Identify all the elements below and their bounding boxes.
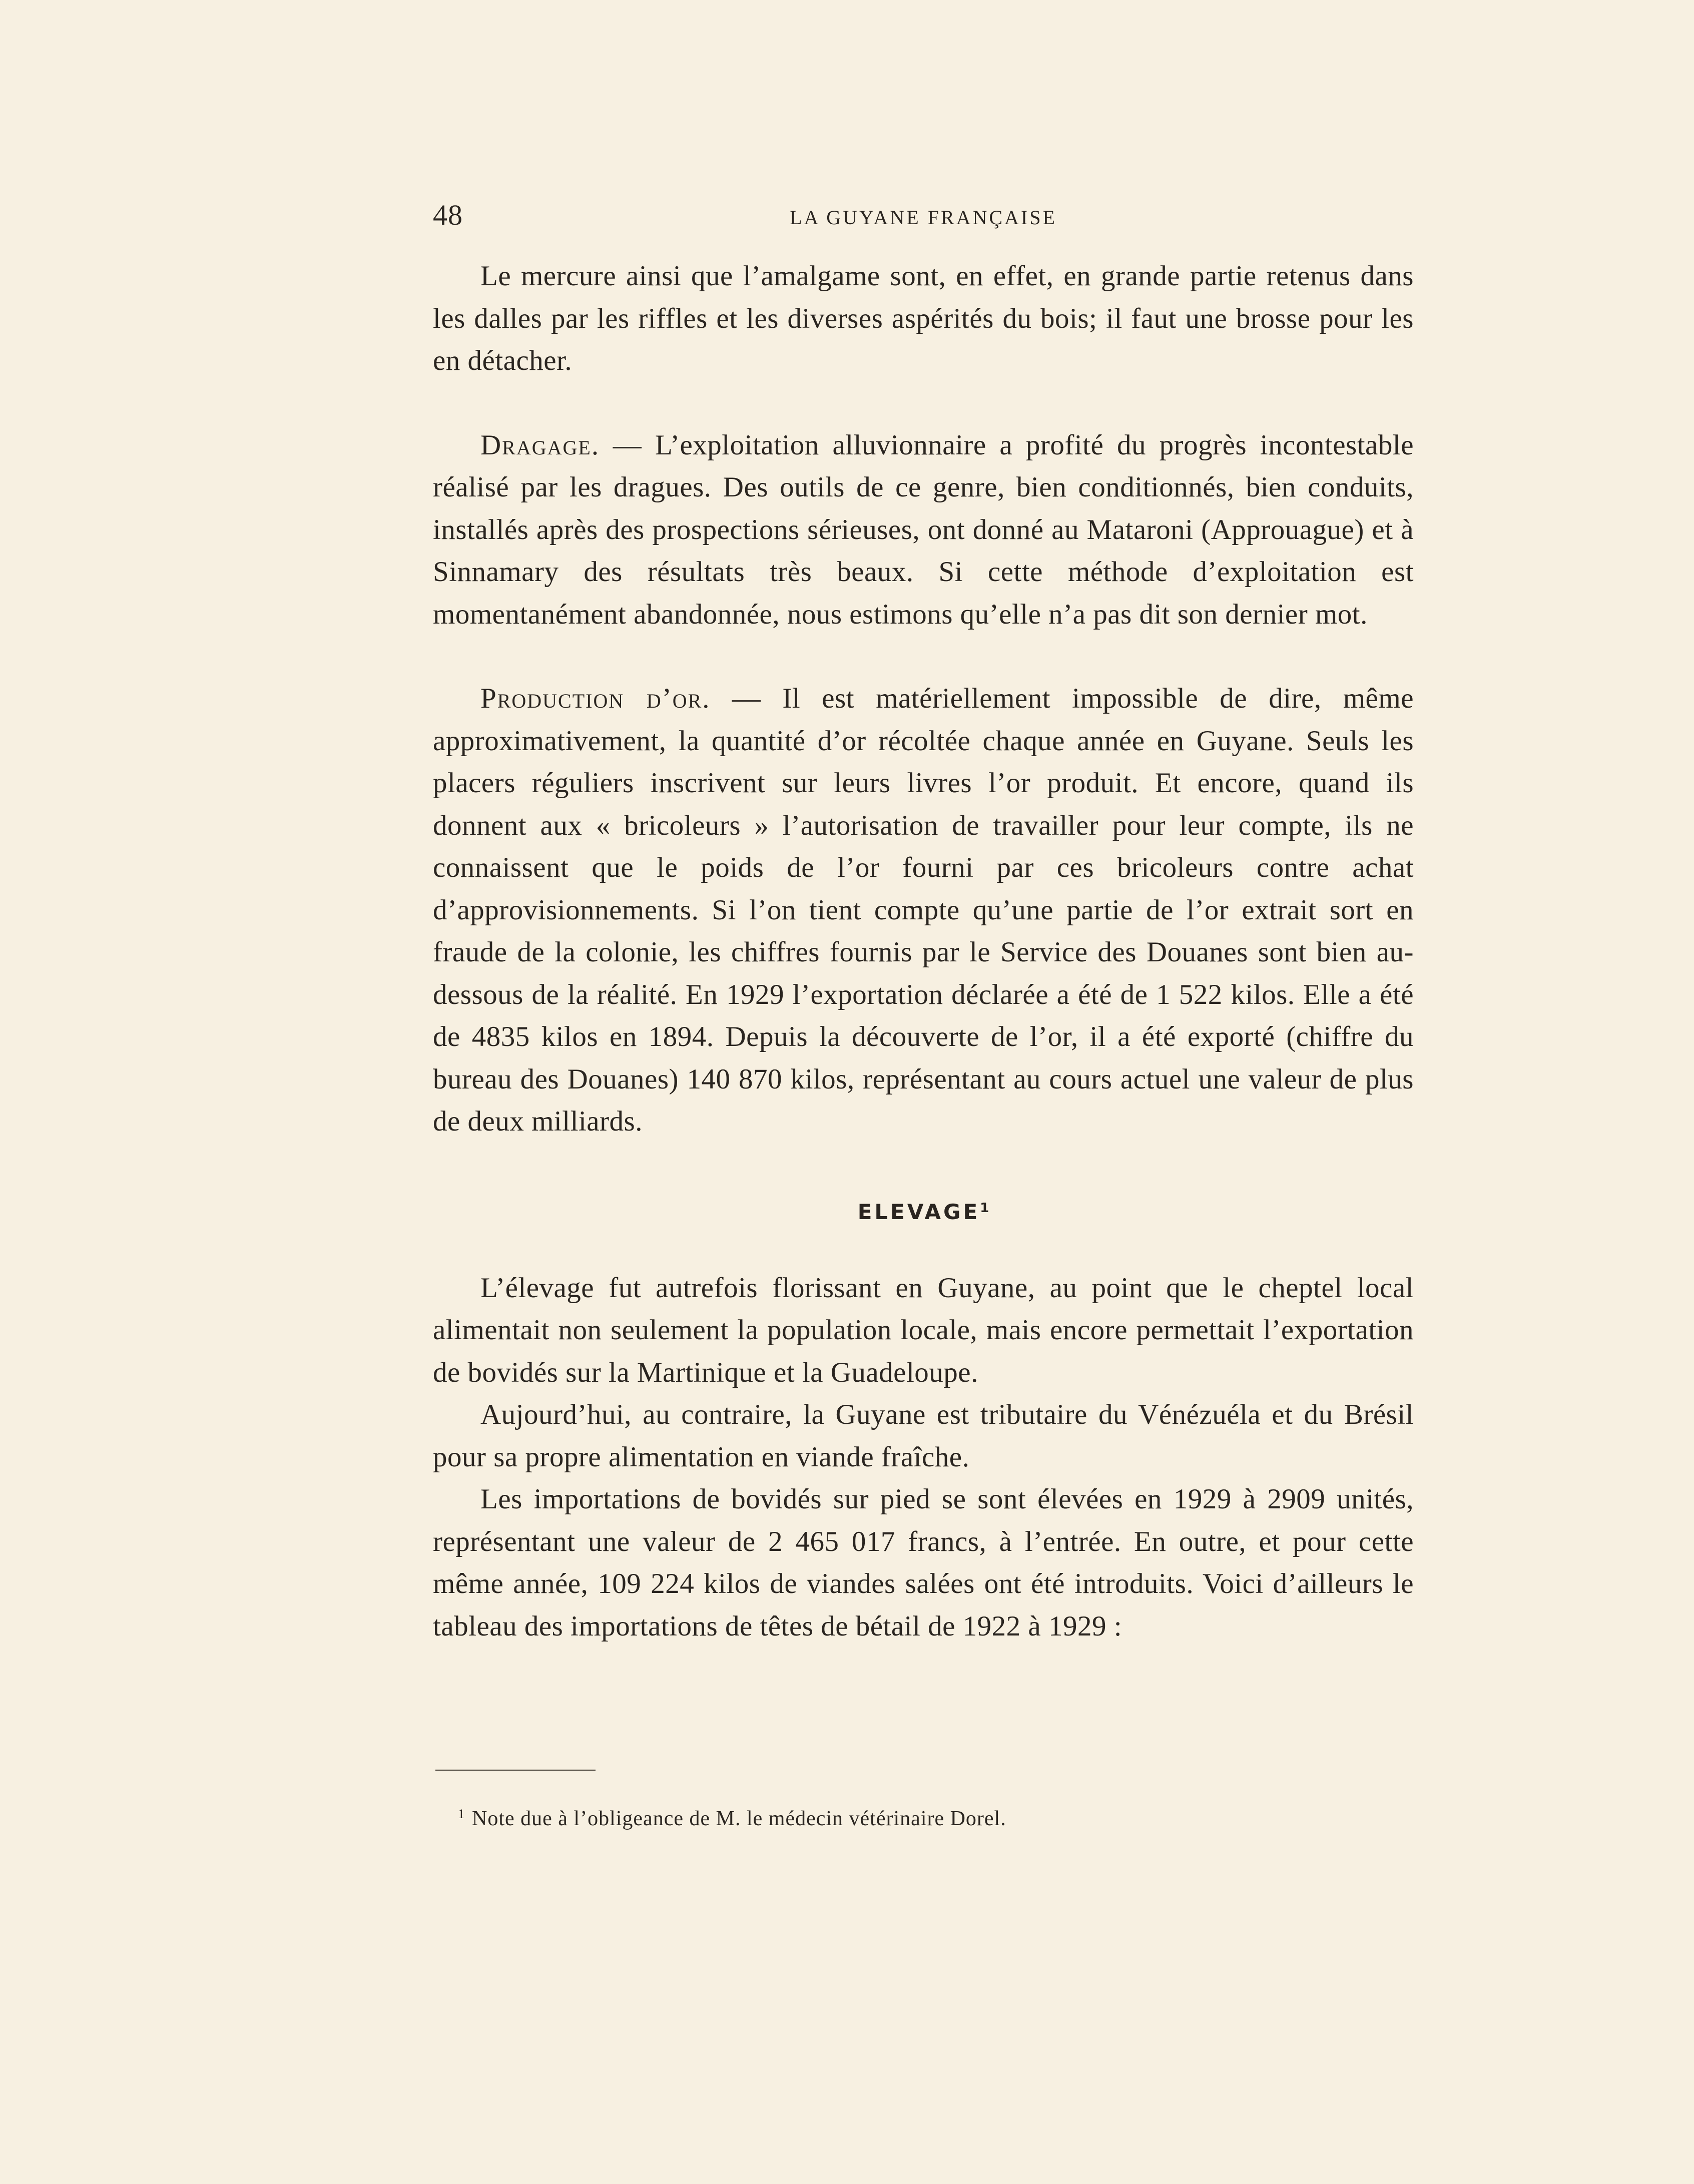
page-header xyxy=(433,198,1414,243)
paragraph-elevage-3: Les importations de bovidés sur pied se sont élevées en 1929 à 2909 unités, représentant une valeur de 2 465 017 francs, à l’entrée. En outre, et pour cette même année, 109 224 kilos de viandes salées ont été introduits. Voici d’ailleurs le tableau des importations de têtes de bétail de 1922 à 1929 : xyxy=(433,1483,1414,1642)
paragraph-production xyxy=(433,678,1414,1143)
footnote xyxy=(458,1799,1006,1834)
paragraph-dragage xyxy=(433,424,1414,636)
production-lead: Production d’or. xyxy=(480,683,711,714)
paragraph-elevage-1: L’élevage fut autrefois florissant en Guyane, au point que le cheptel local alimentait non seulement la population locale, mais encore permettait l’exportation de bovidés sur la Martinique et la Guadeloupe. xyxy=(433,1272,1414,1388)
footnote-marker: 1 xyxy=(458,1807,465,1821)
body-text xyxy=(433,255,1414,1648)
dragage-text: — L’exploitation alluvionnaire a profité du progrès incontestable réalisé par les dragues. Des outils de ce genre, bien conditionnés, bien conduits, installés après des prospections sérieuses, ont donné au Mataroni (Approuague) et à Sinnamary des résultats très beaux. Si cette méthode d’exploitation est momentanément abandonnée, nous estimons qu’elle n’a pas dit son dernier mot. xyxy=(433,429,1414,630)
page-number: 48 xyxy=(433,199,463,231)
production-text: — Il est matériellement impossible de dire, même approximativement, la quantité d’or récoltée chaque année en Guyane. Seuls les placers réguliers inscrivent sur leurs livres l’or produit. Et encore, quand ils donnent aux « bricoleurs » l’autorisation de travailler pour leur compte, ils ne connaissent que le poids de l’or fourni par ces bricoleurs contre achat d’approvisionnements. Si l’on tient compte qu’une partie de l’or extrait sort en fraude de la colonie, les chiffres fournis par le Service des Douanes sont bien au-dessous de la réalité. En 1929 l’exportation déclarée a été de 1 522 kilos. Elle a été de 4835 kilos en 1894. Depuis la découverte de l’or, il a été exporté (chiffre du bureau des Douanes) 140 870 kilos, représentant au cours actuel une valeur de plus de deux milliards. xyxy=(433,683,1414,1137)
running-title: LA GUYANE FRANÇAISE xyxy=(790,206,1057,229)
footnote-divider xyxy=(435,1770,596,1771)
paragraph-elevage-2: Aujourd’hui, au contraire, la Guyane est tributaire du Vénézuéla et du Brésil pour sa propre alimentation en viande fraîche. xyxy=(433,1399,1414,1473)
section-title-text: ELEVAGE xyxy=(857,1199,980,1224)
dragage-lead: Dragage. xyxy=(480,429,600,461)
footnote-ref: 1 xyxy=(980,1200,989,1216)
section-title-elevage xyxy=(433,1191,1414,1230)
footnote-text: Note due à l’obligeance de M. le médecin vétérinaire Dorel. xyxy=(472,1807,1006,1830)
paragraph-mercure: Le mercure ainsi que l’amalgame sont, en effet, en grande partie retenus dans les dalles par les riffles et les diverses aspérités du bois; il faut une brosse pour les en détacher. xyxy=(433,260,1414,376)
